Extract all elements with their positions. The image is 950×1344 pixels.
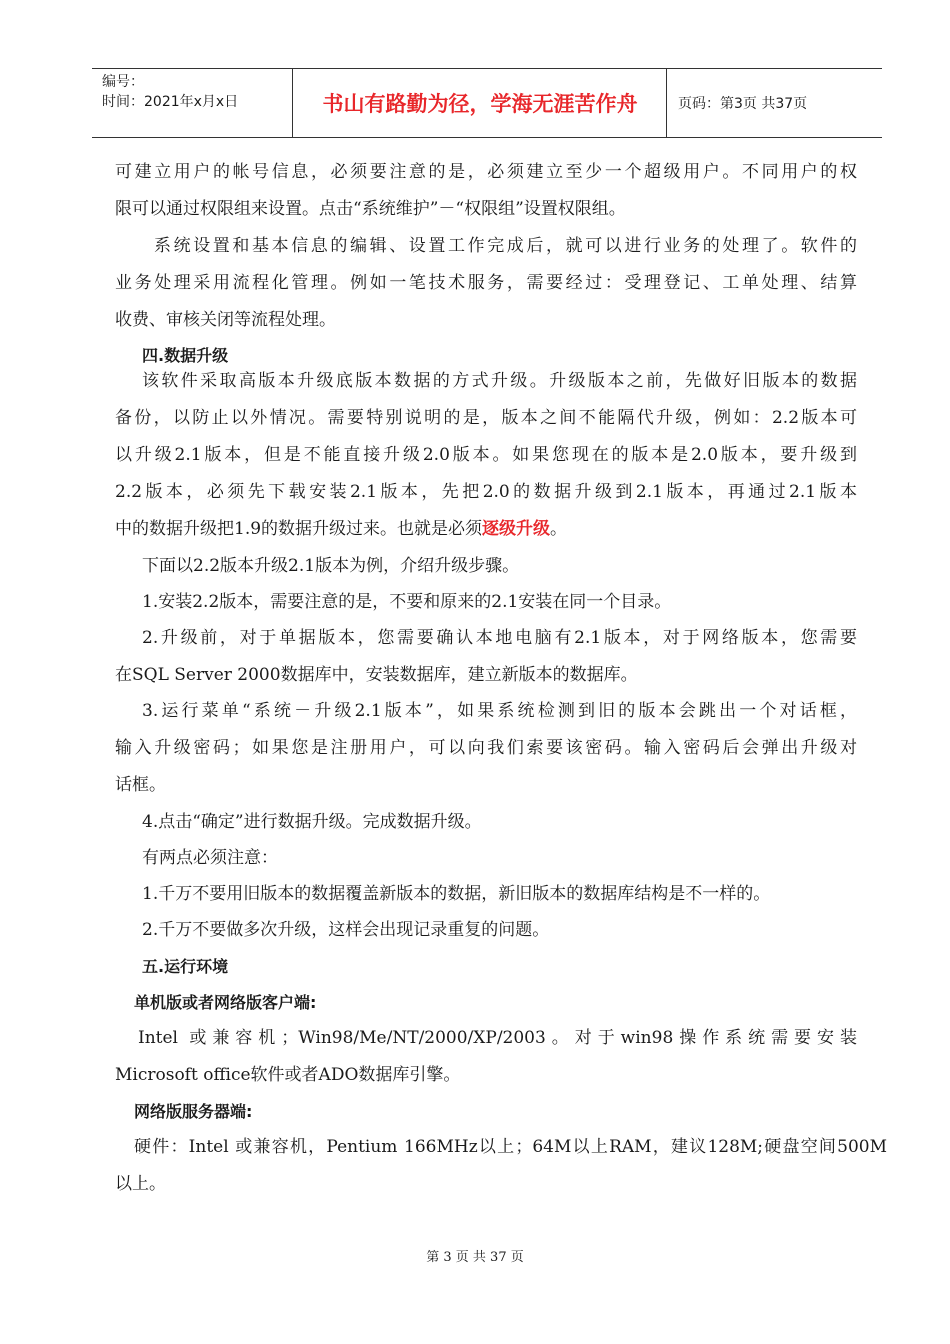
header-divider xyxy=(292,69,293,137)
emphasis-text: 逐级升级 xyxy=(482,519,551,539)
step-item: 2.升级前，对于单据版本，您需要确认本地电脑有2.1版本，对于网络版本，您需要 xyxy=(142,628,857,648)
header-meta xyxy=(92,69,292,137)
paragraph-line: 可建立用户的帐号信息，必须要注意的是，必须建立至少一个超级用户。不同用户的权 xyxy=(115,162,857,182)
header-page-info xyxy=(668,69,882,137)
paragraph-line: 收费、审核关闭等流程处理。 xyxy=(115,310,336,330)
page-footer: 第 3 页 共 37 页 xyxy=(426,1250,524,1265)
paragraph-line: 2.2版本，必须先下载安装2.1版本，先把2.0的数据升级到2.1版本，再通过2.1版本 xyxy=(115,482,857,502)
paragraph-line xyxy=(115,517,567,541)
paragraph-line: Intel 或兼容机；Win98/Me/NT/2000/XP/2003。对于win98操作系统需要安装 xyxy=(138,1028,857,1048)
section-heading-data-upgrade: 四.数据升级 xyxy=(142,346,229,365)
paragraph-line: 以升级2.1版本，但是不能直接升级2.0版本。如果您现在的版本是2.0版本，要升级到 xyxy=(115,445,857,465)
step-item: 1.安装2.2版本，需要注意的是，不要和原来的2.1安装在同一个目录。 xyxy=(142,592,672,612)
paragraph-line: 硬件：Intel 或兼容机，Pentium 166MHz以上；64M以上RAM，建议128M;硬盘空间500M xyxy=(134,1137,887,1157)
paragraph-text: 中的数据升级把1.9的数据升级过来。也就是必须 xyxy=(115,519,483,539)
paragraph-line: 有两点必须注意： xyxy=(142,848,278,868)
paragraph-line: 业务处理采用流程化管理。例如一笔技术服务，需要经过：受理登记、工单处理、结算 xyxy=(115,273,857,293)
paragraph-text: 。 xyxy=(550,519,568,539)
document-number-label: 编号： xyxy=(102,74,144,90)
step-item: 3.运行菜单“系统－升级2.1版本”，如果系统检测到旧的版本会跳出一个对话框， xyxy=(142,701,857,721)
header-divider xyxy=(666,69,667,137)
step-item: 4.点击“确定”进行数据升级。完成数据升级。 xyxy=(142,812,482,832)
paragraph-line: 话框。 xyxy=(115,775,166,795)
paragraph-line: 限可以通过权限组来设置。点击“系统维护”－“权限组”设置权限组。 xyxy=(115,199,626,219)
section-heading-runtime-environment: 五.运行环境 xyxy=(142,957,229,976)
paragraph-line: 备份，以防止以外情况。需要特别说明的是，版本之间不能隔代升级，例如：2.2版本可 xyxy=(115,408,857,428)
header-motto: 书山有路勤为径，学海无涯苦作舟 xyxy=(322,92,638,116)
note-item: 1.千万不要用旧版本的数据覆盖新版本的数据，新旧版本的数据库结构是不一样的。 xyxy=(142,884,771,904)
paragraph-line: 输入升级密码；如果您是注册用户，可以向我们索要该密码。输入密码后会弹出升级对 xyxy=(115,738,857,758)
paragraph-line: Microsoft office软件或者ADO数据库引擎。 xyxy=(115,1065,461,1085)
document-time-label: 时间：2021年x月x日 xyxy=(102,94,239,110)
subheading-client: 单机版或者网络版客户端: xyxy=(134,993,317,1012)
page-header xyxy=(92,68,882,138)
paragraph-line: 系统设置和基本信息的编辑、设置工作完成后，就可以进行业务的处理了。软件的 xyxy=(154,236,857,256)
paragraph-line: 该软件采取高版本升级底版本数据的方式升级。升级版本之前，先做好旧版本的数据 xyxy=(142,371,857,391)
paragraph-line: 下面以2.2版本升级2.1版本为例，介绍升级步骤。 xyxy=(142,556,520,576)
page-number-label: 页码：第3页 共37页 xyxy=(678,96,808,112)
paragraph-line: 以上。 xyxy=(115,1174,166,1194)
paragraph-line: 在SQL Server 2000数据库中，安装数据库，建立新版本的数据库。 xyxy=(115,665,638,685)
note-item: 2.千万不要做多次升级，这样会出现记录重复的问题。 xyxy=(142,920,550,940)
subheading-server: 网络版服务器端: xyxy=(134,1102,253,1121)
